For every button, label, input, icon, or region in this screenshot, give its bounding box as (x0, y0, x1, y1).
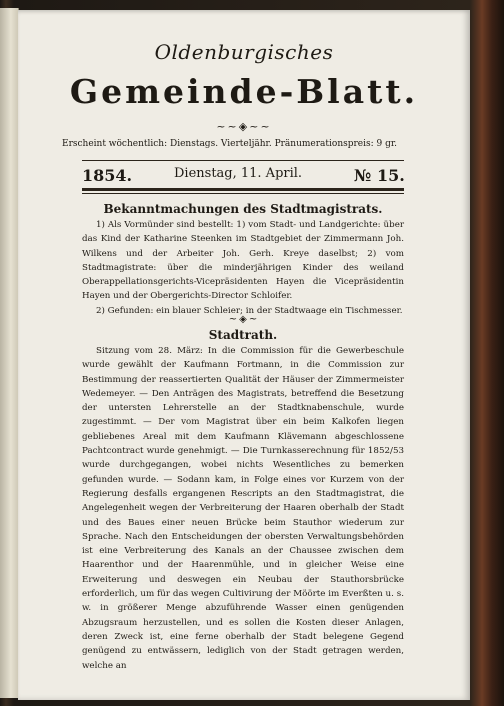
masthead-ornament: ~~◈~~ (216, 120, 272, 133)
masthead-subline: Erscheint wöchentlich: Dienstags. Vierteljähr. Pränumerationspreis: 9 gr. (62, 139, 398, 149)
section-divider: ~◈~ (228, 314, 260, 325)
section1-title: Bekanntmachungen des Stadtmagistrats. (103, 202, 383, 216)
section1-body (82, 218, 404, 318)
section1-para2: 2) Gefunden: ein blauer Schleier; in der Stadtwaage ein Tischmesser. (96, 305, 403, 316)
page-edge-left (0, 8, 19, 698)
masthead-title: Gemeinde-Blatt. (69, 72, 419, 111)
rule-under (82, 193, 404, 194)
newspaper-page (18, 10, 470, 700)
rule-thick (82, 188, 404, 191)
section2-body (82, 344, 404, 673)
issue-row (82, 166, 404, 186)
issue-number: № 15. (354, 166, 405, 185)
section2-para1: Sitzung vom 28. März: In die Commission für die Gewerbeschule wurde gewählt der Kaufmann Fortmann, in die Commission zur Bestimmung der reassertierten Qualität der Häuser der Zimmermeister Wedemeyer. — Den Anträgen des Magistrats, betreffend die Besetzung der untersten Lehrerstelle an der Stadtknabenschule, wurde zugestimmt. — Der vom Magistrat über ein beim Kalkofen liegen gebliebenes Areal mit dem Kaufmann Klävemann abgeschlossene Pachtcontract wurde genehmigt. — Die Turnkasserechnung für 1852/53 wurde durchgegangen, wobei nichts Wesentliches zu bemerken gefunden wurde. — Sodann kam, in Folge eines vor Kurzem von der Regierung desfalls ergangenen Rescripts an den Stadtmagistrat, die Angelegenheit wegen der Verbreiterung der Haaren oberhalb der Stadt und des Baues einer neuen Brücke beim Stauthor wiederum zur Sprache. Nach den Entscheidungen der obersten Verwaltungsbehörden ist eine Verbreiterung des Kanals an der Chaussee zwischen dem Haarenthor und der Haarenmühle, und in gleicher Weise eine Erweiterung und deswegen ein Neubau der Stauthorsbrücke erforderlich, um für das wegen Cultivirung der Möörte im Everßten u. s. w. in größerer Menge abzuführende Wasser einen genügenden Abzugsraum herzustellen, und es sollen die Kosten dieser Anlagen, deren Zweck ist, eine ferne oberhalb der Stadt belegene Gegend genügend zu entwässern, lediglich von der Stadt getragen werden, welche an (82, 346, 404, 671)
issue-year: 1854. (82, 166, 133, 185)
masthead-line1: Oldenburgisches (154, 40, 334, 64)
section2-title: Stadtrath. (208, 328, 278, 342)
rule-top (82, 160, 404, 161)
section1-para1: 1) Als Vormünder sind bestellt: 1) vom Stadt- und Landgerichte: über das Kind der Katharine Steenken im Stadtgebiet der Zimmermann Joh. Wilkens und der Arbeiter Joh. Gerh. Kreye daselbst; 2) vom Stadtmagistrate: über die minderjährigen Kinder des weiland Oberappellationsgerichts-Vicepräsidenten Hayen die Vicepräsidentin Hayen und der Obergerichts-Director Schloifer. (82, 220, 404, 302)
issue-date: Dienstag, 11. April. (174, 166, 303, 181)
